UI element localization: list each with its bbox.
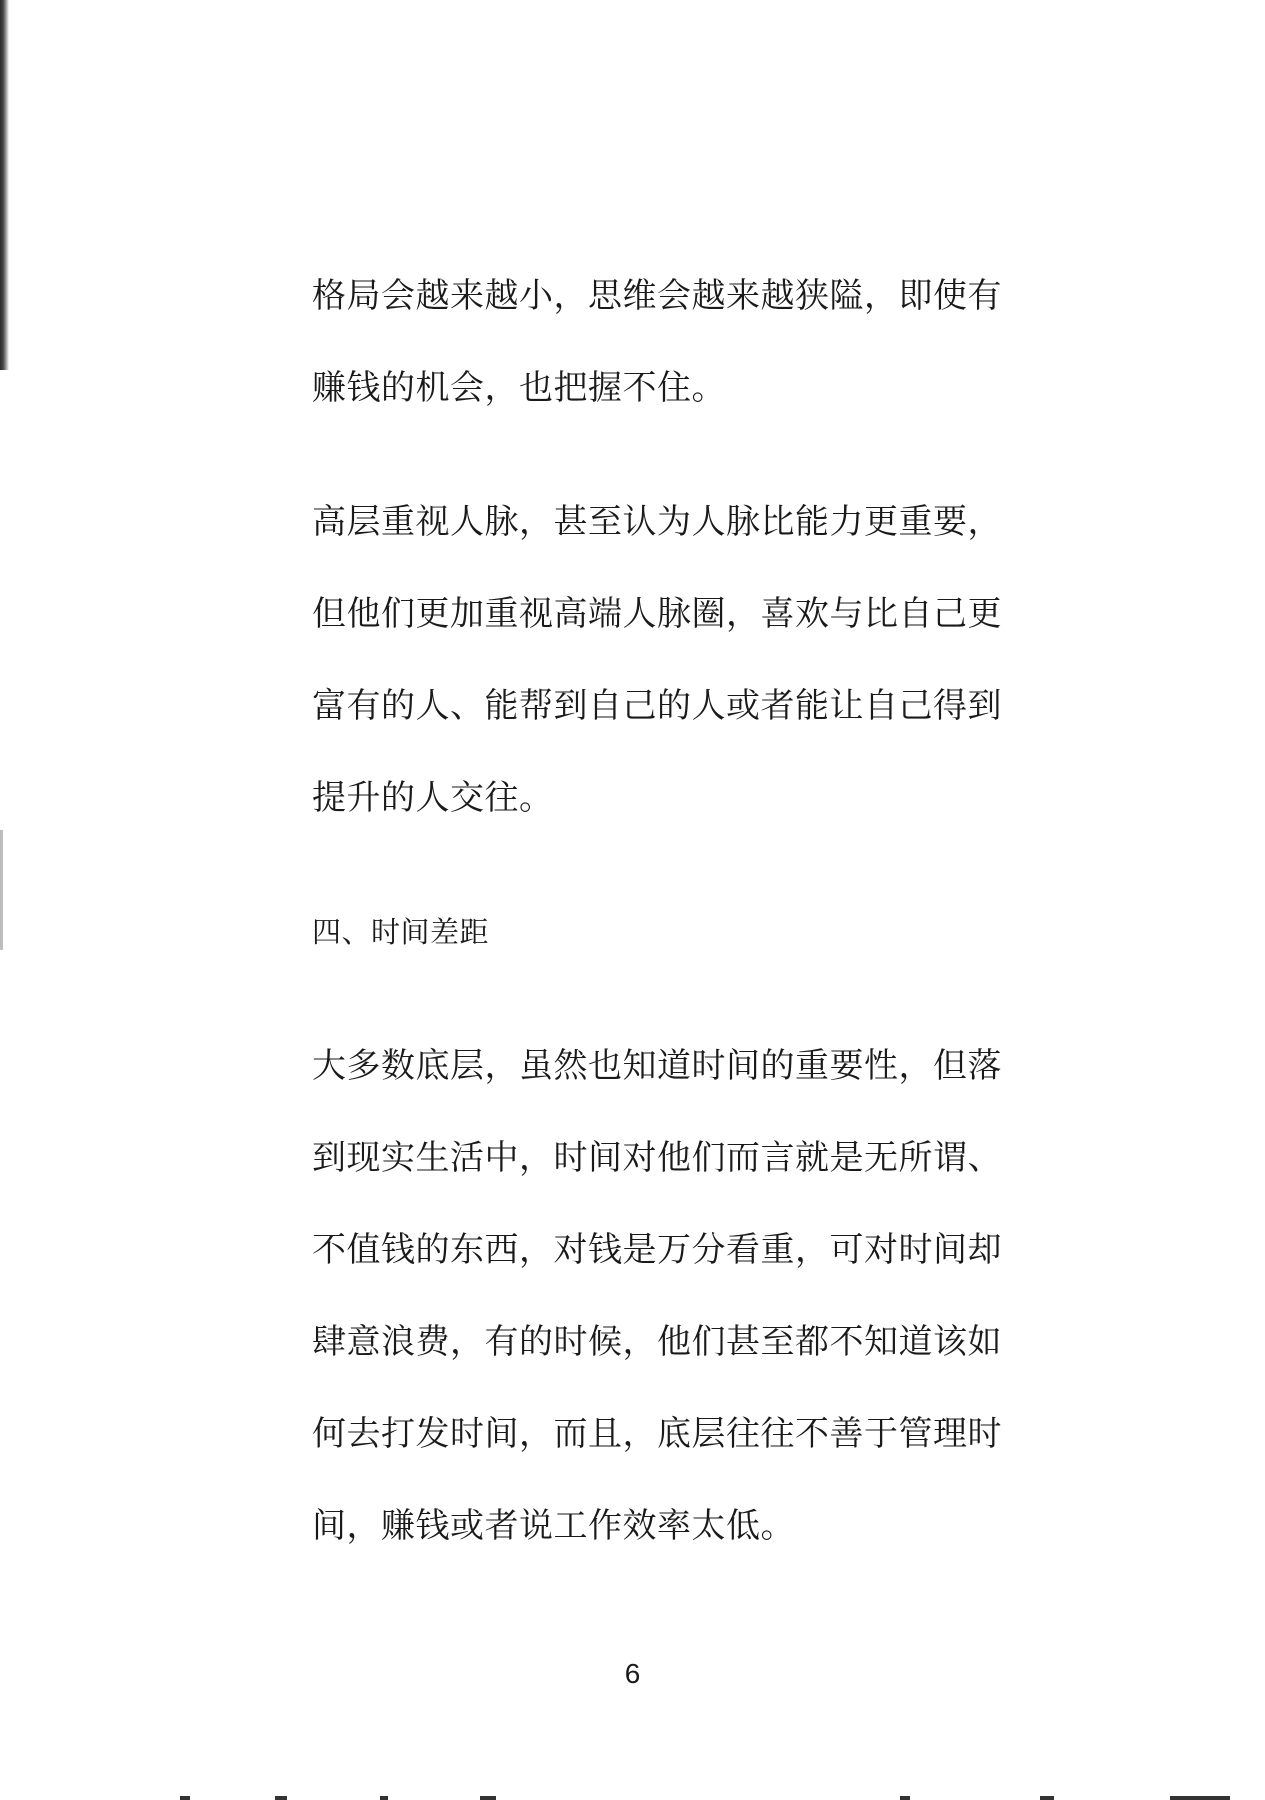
paragraph-2 <box>312 476 1032 844</box>
text-line: 不值钱的东西，对钱是万分看重，可对时间却 <box>312 1230 1002 1270</box>
scan-edge-artifact <box>0 0 9 370</box>
text-line: 格局会越来越小，思维会越来越狭隘，即使有 <box>312 276 1002 316</box>
text-line: 何去打发时间，而且，底层往往不善于管理时 <box>312 1414 1002 1454</box>
page-body <box>312 250 1032 1572</box>
text-line: 间，赚钱或者说工作效率太低。 <box>312 1506 795 1546</box>
page-number: 6 <box>624 1658 641 1689</box>
text-line: 富有的人、能帮到自己的人或者能让自己得到 <box>312 686 1002 726</box>
text-line: 赚钱的机会，也把握不住。 <box>312 368 726 408</box>
section-heading: 四、时间差距 <box>312 915 490 949</box>
text-line: 大多数底层，虽然也知道时间的重要性，但落 <box>312 1046 1002 1086</box>
text-line: 高层重视人脉，甚至认为人脉比能力更重要， <box>312 502 1002 542</box>
text-line: 但他们更加重视高端人脉圈，喜欢与比自己更 <box>312 594 1002 634</box>
text-line: 肆意浪费，有的时候，他们甚至都不知道该如 <box>312 1322 1002 1362</box>
paragraph-3 <box>312 1020 1032 1572</box>
paragraph-1 <box>312 250 1032 434</box>
text-line: 到现实生活中，时间对他们而言就是无所谓、 <box>312 1138 1002 1178</box>
scan-edge-artifact-lower <box>0 830 3 950</box>
scan-bottom-artifacts <box>180 1790 1260 1800</box>
text-line: 提升的人交往。 <box>312 778 554 818</box>
